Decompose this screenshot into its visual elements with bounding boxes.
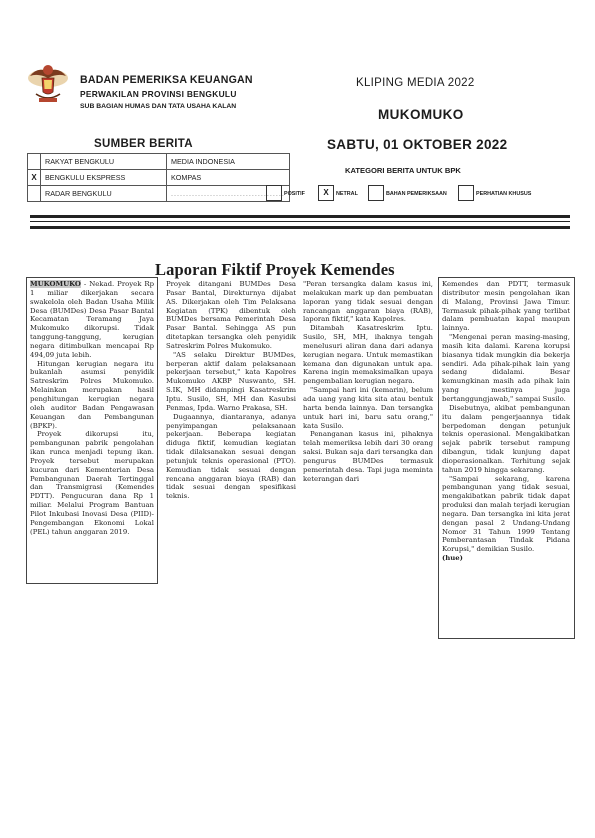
paragraph: "AS selaku Direktur BUMDes, berperan aktif dalam pelaksanaan pekerjaan tersebut," kata Kapolres Mukomuko AKBP Nuswanto, SH. S.IK, MH didampingi Kasatreskrim Iptu. Susilo, SH, MH dan Kasubsi Penmas, Ipda. Warno Prakasa, SH. — [166, 350, 296, 412]
category-checkbox-perhatian-khusus[interactable] — [458, 185, 474, 201]
publication-date: SABTU, 01 OKTOBER 2022 — [327, 137, 508, 152]
category-checkbox-netral[interactable]: X — [318, 185, 334, 201]
paragraph: Proyek dikorupsi itu, pembangunan pabrik pengolahan ikan runca menjadi tepung ikan. Proyek tersebut merupakan kucuran dari Kementerian Desa Pembangunan Daerah Tertinggal dan Transmigrasi (Kemendes PDTT). Pengucuran dana Rp 1 miliar. Melalui Program Bantuan Pilot Inkubasi Inovasi Desa (PIID)-Pengembangan Ekonomi Lokal (PEL) tahun anggaran 2019. — [30, 430, 154, 536]
category-section-title: KATEGORI BERITA UNTUK BPK — [345, 166, 461, 175]
paragraph: "Sampai sekarang, karena pembangunan yang tidak sesuai, mengakibatkan pabrik tidak dapat produksi dan malah terjadi kerugian negara. Dan tersangka ini kita jerat dengan pasal 2 Undang-Undang Nomor 31 Tahun 1999 Tentang Pemberantasan Tindak Pidana Korupsi," demikian Susilo. — [442, 474, 570, 554]
org-subtitle: PERWAKILAN PROVINSI BENGKULU — [80, 89, 237, 99]
kliping-title: KLIPING MEDIA 2022 — [356, 77, 475, 89]
paragraph: "Mengenai peran masing-masing, masih kita dalami. Karena korupsi biasanya tidak mungkin dia bekerja sendiri. Ada pihak-pihak lain yang sedang didalami. Besar kemungkinan masih ada pihak lain yang mestinya juga bertanggungjawab," sampai Susilo. — [442, 333, 570, 403]
article-column-1 — [30, 280, 154, 536]
category-label: POSITIF — [284, 191, 305, 197]
category-label: BAHAN PEMERIKSAAN — [386, 191, 447, 197]
source-section-title: SUMBER BERITA — [94, 138, 193, 150]
category-label: NETRAL — [336, 191, 358, 197]
paragraph-text: - Nekad. Proyek Rp 1 miliar dikerjakan secara swakelola oleh Badan Usaha Milik Desa (BUMDes) Desa Pasar Bantal Kecamatan Teramang Jaya Mukomuko dikorupsi. Tidak tanggung-tanggung, kerugian negara ditimbulkan mencapai Rp 494,09 juta lebih. — [30, 280, 154, 359]
paragraph: Ditambah Kasatreskrim Iptu. Susilo, SH, MH, ihaknya tengah menelusuri aliran dana dari adanya kerugian negara. Untuk memastikan kemana dan digunakan untuk apa. Karena ingin memaksimalkan upaya pengembalian kerugian negara. — [303, 324, 433, 386]
source-name: RADAR BENGKULU — [41, 186, 167, 202]
category-checkbox-bahan-pemeriksaan[interactable] — [368, 185, 384, 201]
bpk-logo — [26, 58, 70, 108]
source-name: BENGKULU EKSPRESS — [41, 170, 167, 186]
source-row — [28, 154, 290, 170]
paragraph: Dugaannya, diantaranya, adanya penyimpangan pelaksanaan pekerjaan. Beberapa kegiatan diduga fiktif, kemudian kegiatan tidak dilaksanakan sesuai dengan petunjuk teknis operasional (PTO). Kemudian tidak sesuai dengan rencana anggaran biaya (RAB) dan tidak sesuai dengan spesifikasi teknis. — [166, 412, 296, 501]
dateline: MUKOMUKO — [30, 280, 81, 288]
org-name: BADAN PEMERIKSA KEUANGAN — [80, 74, 253, 86]
source-checkbox[interactable] — [28, 186, 41, 202]
source-table — [27, 153, 290, 202]
source-name: KOMPAS — [167, 170, 290, 186]
source-row — [28, 186, 290, 202]
article-column-3 — [303, 280, 433, 483]
source-name-blank: ...................................... — [167, 186, 290, 202]
source-name: MEDIA INDONESIA — [167, 154, 290, 170]
paragraph: Proyek ditangani BUMDes Desa Pasar Bantal, Direkturnya dijabat AS. Dikerjakan oleh Tim Pelaksana Kegiatan (TPK) dibentuk oleh BUMDes bersama Pemerintah Desa Pasar Bantal. Sehingga AS pun ditetapkan tersangka oleh penyidik Satreskrim Polres Mukomuko. — [166, 280, 296, 350]
source-checkbox[interactable]: X — [28, 170, 41, 186]
paragraph: Kemendes dan PDTT, termasuk distributor mesin pengolahan ikan di Malang, Provinsi Jawa Timur. Termasuk pihak-pihak yang terlibat dalam pembuatan kapal maupun lainnya. — [442, 280, 570, 333]
region-title: MUKOMUKO — [378, 107, 464, 122]
byline: (hue) — [442, 554, 463, 563]
paragraph: "Sampai hari ini (kemarin), belum ada uang yang kita sita atau bentuk harta benda lainnya. Dan tersangka untuk hari ini, baru satu orang," kata Susilo. — [303, 386, 433, 430]
paragraph — [30, 280, 154, 360]
paragraph: Penanganan kasus ini, pihaknya telah memeriksa lebih dari 30 orang saksi. Bukan saja dari tersangka dan pengurus BUMDes termasuk pemerintah desa. Tapi juga meminta keterangan dari — [303, 430, 433, 483]
source-name: RAKYAT BENGKULU — [41, 154, 167, 170]
category-checkbox-positif[interactable] — [266, 185, 282, 201]
paragraph: Disebutnya, akibat pembangunan itu dalam pengerjaannya tidak berpedoman dengan petunjuk teknis operasional. Mengakibatkan sejak pabrik tersebut rampung dibangun, tidak kunjung dapat dioperasionalkan. Terhitung sejak tahun 2019 hingga sekarang. — [442, 403, 570, 474]
source-row — [28, 170, 290, 186]
paragraph: Hitungan kerugian negara itu bukanlah asumsi penyidik Satreskrim Polres Mukomuko. Melainkan merupakan hasil penghitungan kerugian negara oleh auditor Badan Pengawasan Keuangan dan Pembangunan (BPKP). — [30, 359, 154, 430]
category-label: PERHATIAN KHUSUS — [476, 191, 532, 197]
org-division: SUB BAGIAN HUMAS DAN TATA USAHA KALAN — [80, 103, 237, 110]
article-column-2 — [166, 280, 296, 501]
paragraph — [442, 554, 570, 563]
paragraph: "Peran tersangka dalam kasus ini, melakukan mark up dan pembuatan laporan yang tidak sesuai dengan rancangan anggaran biaya (RAB), laporan fiktif," kata Kapolres. — [303, 280, 433, 324]
source-checkbox[interactable] — [28, 154, 41, 170]
header-divider — [30, 226, 570, 229]
article-headline: Laporan Fiktif Proyek Kemendes — [155, 260, 395, 279]
article-column-4 — [442, 280, 570, 563]
header-divider-thin — [30, 221, 570, 222]
header-divider — [30, 215, 570, 218]
